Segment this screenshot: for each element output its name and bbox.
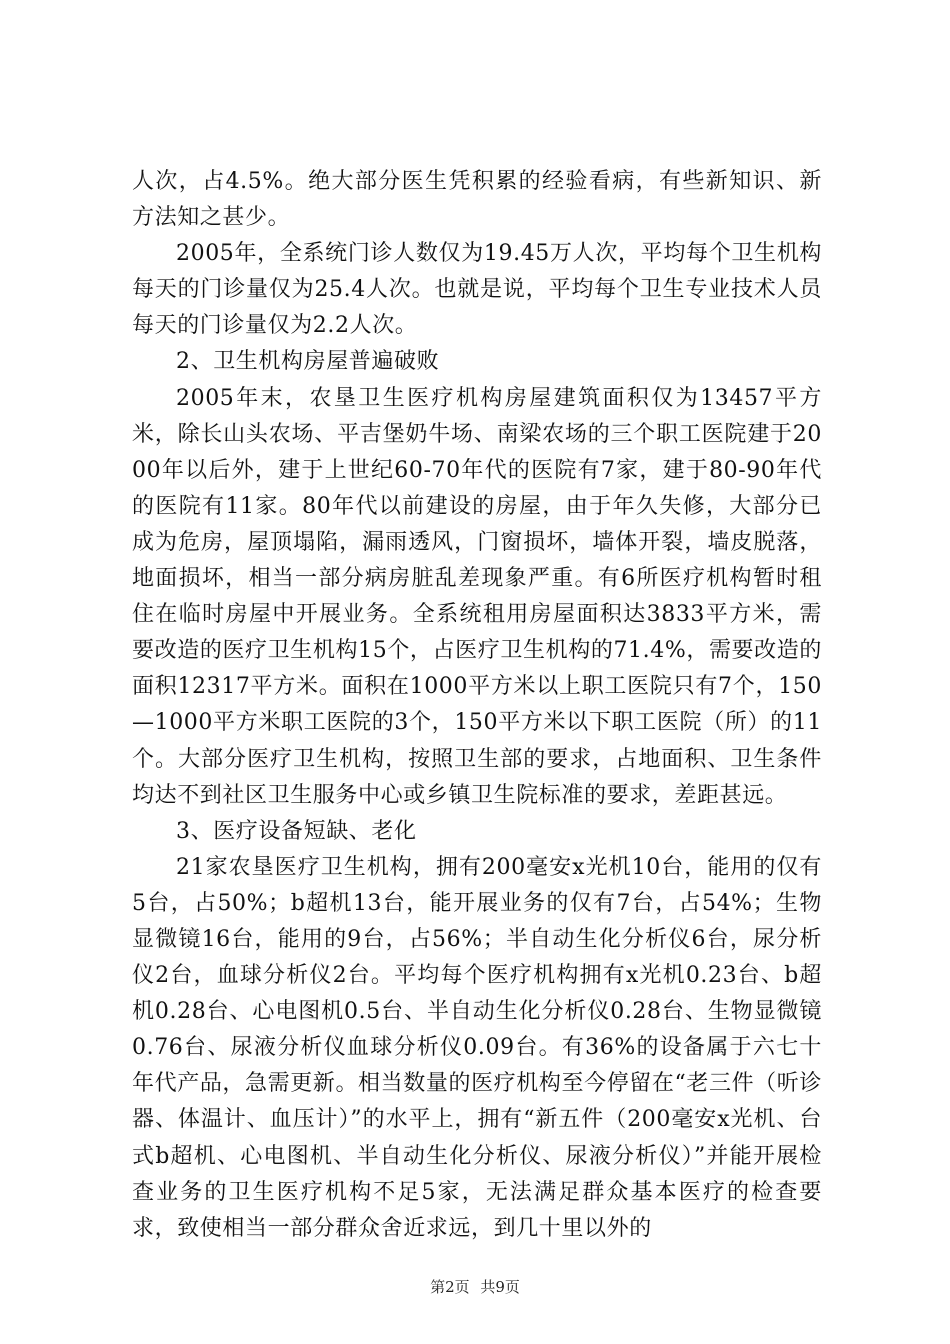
paragraph-equipment: 21家农垦医疗卫生机构，拥有200毫安x光机10台，能用的仅有5台，占50%；b超机13台，能开展业务的仅有7台，占54%；生物显微镜16台，能用的9台，占56%；半自动生化分析仪6台，尿分析仪2台，血球分析仪2台。平均每个医疗机构拥有x光机0.23台、b超机0.28台、心电图机0.5台、半自动生化分析仪0.28台、生物显微镜0.76台、尿液分析仪血球分析仪0.09台。有36%的设备属于六七十年代产品，急需更新。相当数量的医疗机构至今停留在“老三件（听诊器、体温计、血压计）”的水平上，拥有“新五件（200毫安x光机、台式b超机、心电图机、半自动生化分析仪、尿液分析仪）”并能开展检查业务的卫生医疗机构不足5家，无法满足群众基本医疗的检查要求，致使相当一部分群众舍近求远，到几十里以外的 xyxy=(132,854,822,1241)
page-total: 共9页 xyxy=(480,1278,520,1296)
document-body xyxy=(132,164,822,1247)
page-number: 第2页 xyxy=(430,1278,470,1296)
paragraph-buildings: 2005年末，农垦卫生医疗机构房屋建筑面积仅为13457平方米，除长山头农场、平吉堡奶牛场、南梁农场的三个职工医院建于2000年以后外，建于上世纪60-70年代的医院有7家，建于80-90年代的医院有11家。80年代以前建设的房屋，由于年久失修，大部分已成为危房，屋顶塌陷，漏雨透风，门窗损坏，墙体开裂，墙皮脱落，地面损坏，相当一部分病房脏乱差现象严重。有6所医疗机构暂时租住在临时房屋中开展业务。全系统租用房屋面积达3833平方米，需要改造的医疗卫生机构15个，占医疗卫生机构的71.4%，需要改造的面积12317平方米。面积在1000平方米以上职工医院只有7个，150—1000平方米职工医院的3个，150平方米以下职工医院（所）的11个。大部分医疗卫生机构，按照卫生部的要求，占地面积、卫生条件均达不到社区卫生服务中心或乡镇卫生院标准的要求，差距甚远。 xyxy=(132,385,822,808)
section-heading-equipment: 3、医疗设备短缺、老化 xyxy=(176,818,417,844)
section-heading-buildings: 2、卫生机构房屋普遍破败 xyxy=(176,349,440,375)
paragraph-continuation: 人次，占4.5%。绝大部分医生凭积累的经验看病，有些新知识、新方法知之甚少。 xyxy=(132,169,822,231)
paragraph-outpatient-stats: 2005年，全系统门诊人数仅为19.45万人次，平均每个卫生机构每天的门诊量仅为25.4人次。也就是说，平均每个卫生专业技术人员每天的门诊量仅为2.2人次。 xyxy=(132,241,822,339)
page-footer xyxy=(0,1276,950,1297)
